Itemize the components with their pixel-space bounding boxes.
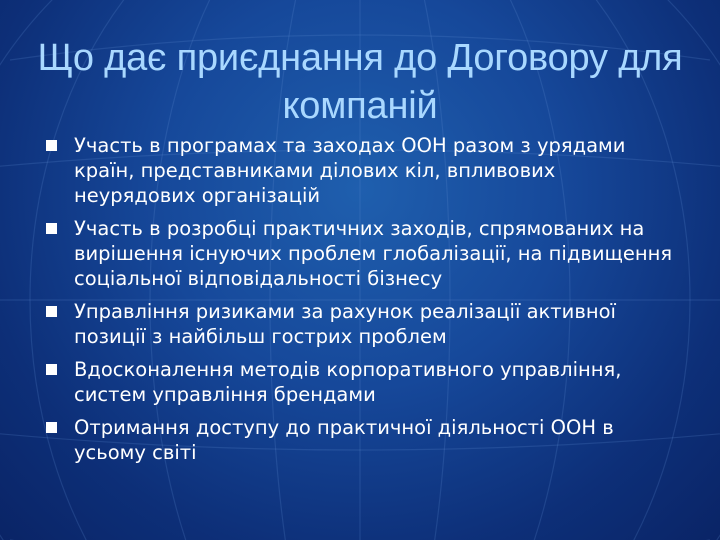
square-bullet-icon [46,306,57,317]
square-bullet-icon [46,140,57,151]
bullet-item [46,216,676,291]
bullet-list [46,133,676,473]
bullet-item [46,299,676,349]
bullet-text: Отримання доступу до практичної діяльності ООН в усьому світі [74,416,614,464]
bullet-text: Управління ризиками за рахунок реалізації активної позиції з найбільш гострих проблем [74,300,616,348]
bullet-item [46,357,676,407]
bullet-item [46,415,676,465]
bullet-text: Участь в програмах та заходах ООН разом з урядами країн, представниками ділових кіл, впливових неурядових організацій [74,134,626,207]
square-bullet-icon [46,422,57,433]
bullet-text: Участь в розробці практичних заходів, спрямованих на вирішення існуючих проблем глобалізації, на підвищення соціальної відповідальності бізнесу [74,217,673,290]
square-bullet-icon [46,364,57,375]
bullet-item [46,133,676,208]
bullet-text: Вдосконалення методів корпоративного управління, систем управління брендами [74,358,622,406]
slide-title: Що дає приєднання до Договору для компаній [37,37,683,127]
square-bullet-icon [46,223,57,234]
